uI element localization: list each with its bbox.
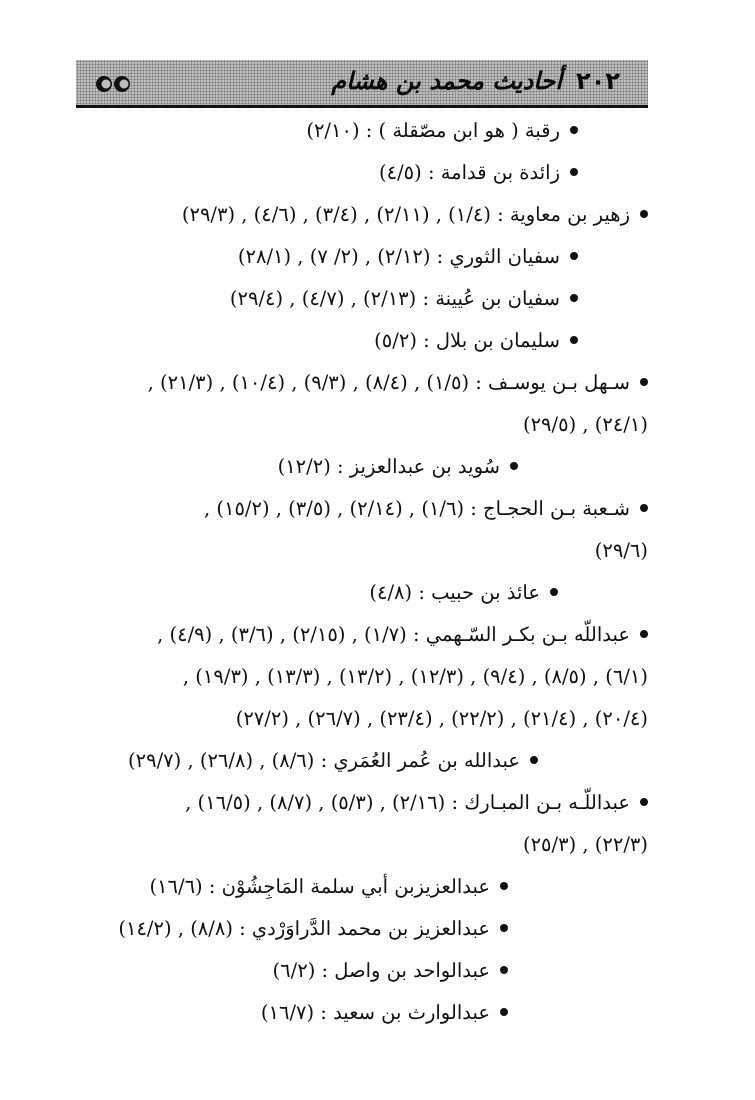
bullet-icon bbox=[530, 756, 538, 764]
list-item bbox=[80, 740, 538, 782]
list-item bbox=[80, 572, 558, 614]
bullet-icon bbox=[500, 882, 508, 890]
book-title: أحاديث محمد بن هشام bbox=[331, 67, 563, 95]
entry-text: سُويد بن عبدالعزيز : (١٢/٢) bbox=[277, 455, 500, 478]
entry-text: عبدالعزيزبن أبي سلمة المَاجِشُوْن : (١٦/٦) bbox=[149, 875, 490, 898]
entry-text: عبدالواحد بن واصل : (٦/٢) bbox=[272, 959, 490, 982]
entry-text: سفيان بن عُيينة : (٢/١٣) , (٤/٧) , (٢٩/٤) bbox=[229, 287, 560, 310]
entry-text: عبدالعزيز بن محمد الدَّراوَرْدي : (٨/٨) , (١٤/٢) bbox=[118, 917, 490, 940]
bullet-icon bbox=[640, 378, 648, 386]
entry-text: عبداللّه بـن بكـر السّـهمي : (١/٧) , (٢/١٥) , (٣/٦) , (٤/٩) , bbox=[157, 623, 630, 646]
entry-continuation: (٢٩/٦) bbox=[594, 539, 648, 562]
entry-text: عبدالوارث بن سعيد : (١٦/٧) bbox=[260, 1001, 490, 1024]
list-item bbox=[80, 152, 578, 194]
list-item bbox=[80, 866, 508, 908]
bullet-icon bbox=[500, 1008, 508, 1016]
bullet-icon bbox=[640, 630, 648, 638]
bullet-icon bbox=[500, 924, 508, 932]
bullet-icon bbox=[510, 462, 518, 470]
entry-continuation: (٢٠/٤) , (٢١/٤) , (٢٢/٢) , (٢٣/٤) , (٢٦/٧) , (٢٧/٢) bbox=[235, 707, 648, 730]
entry-continuation: (٢٤/١) , (٢٩/٥) bbox=[522, 413, 648, 436]
entry-text: شـعبة بـن الحجـاج : (١/٦) , (٢/١٤) , (٣/٥) , (١٥/٢) , bbox=[203, 497, 630, 520]
entry-text: عائذ بن حبيب : (٤/٨) bbox=[369, 581, 540, 604]
entry-text: زهير بن معاوية : (١/٤) , (٢/١١) , (٣/٤) , (٤/٦) , (٢٩/٣) bbox=[181, 203, 630, 226]
bullet-icon bbox=[640, 798, 648, 806]
list-item bbox=[80, 446, 518, 488]
bullet-icon bbox=[570, 126, 578, 134]
list-item bbox=[80, 782, 648, 824]
list-item bbox=[80, 110, 578, 152]
bullet-icon bbox=[640, 210, 648, 218]
list-item bbox=[80, 950, 508, 992]
bullet-icon bbox=[570, 252, 578, 260]
list-item bbox=[80, 362, 648, 404]
entry-text: عبداللّـه بـن المبـارك : (٢/١٦) , (٥/٣) , (٨/٧) , (١٦/٥) , bbox=[185, 791, 630, 814]
list-item bbox=[80, 236, 578, 278]
bullet-icon bbox=[640, 504, 648, 512]
bullet-icon bbox=[570, 294, 578, 302]
page-number: ٢٠٢ bbox=[576, 67, 620, 95]
bullet-icon bbox=[500, 966, 508, 974]
entry-text: سفيان الثوري : (٢/١٢) , (٢/ ٧) , (٢٨/١) bbox=[237, 245, 560, 268]
entry-text: زائدة بن قدامة : (٤/٥) bbox=[379, 161, 560, 184]
header-title-row bbox=[331, 67, 620, 95]
list-item bbox=[80, 320, 578, 362]
index-list bbox=[80, 110, 648, 1034]
entry-text: سـهل بـن يوسـف : (١/٥) , (٨/٤) , (٩/٣) , (١٠/٤) , (٢١/٣) , bbox=[147, 371, 630, 394]
bullet-icon bbox=[570, 336, 578, 344]
list-item bbox=[80, 488, 648, 530]
entry-text: عبدالله بن عُمر العُمَري : (٨/٦) , (٢٦/٨) , (٢٩/٧) bbox=[128, 749, 520, 772]
bullet-icon bbox=[550, 588, 558, 596]
list-item bbox=[80, 614, 648, 656]
list-item bbox=[80, 194, 648, 236]
entry-continuation: (٢٢/٣) , (٢٥/٣) bbox=[522, 833, 648, 856]
double-ring-ornament-icon bbox=[94, 74, 134, 94]
list-item bbox=[80, 908, 508, 950]
entry-continuation: (٦/١) , (٨/٥) , (٩/٤) , (١٢/٣) , (١٣/٢) , (١٣/٣) , (١٩/٣) , bbox=[182, 665, 648, 688]
bullet-icon bbox=[570, 168, 578, 176]
page-header bbox=[76, 60, 648, 108]
entry-text: رقبة ( هو ابن مصّقلة ) : (٢/١٠) bbox=[306, 119, 560, 142]
entry-text: سليمان بن بلال : (٥/٢) bbox=[374, 329, 560, 352]
list-item bbox=[80, 278, 578, 320]
list-item bbox=[80, 992, 508, 1034]
